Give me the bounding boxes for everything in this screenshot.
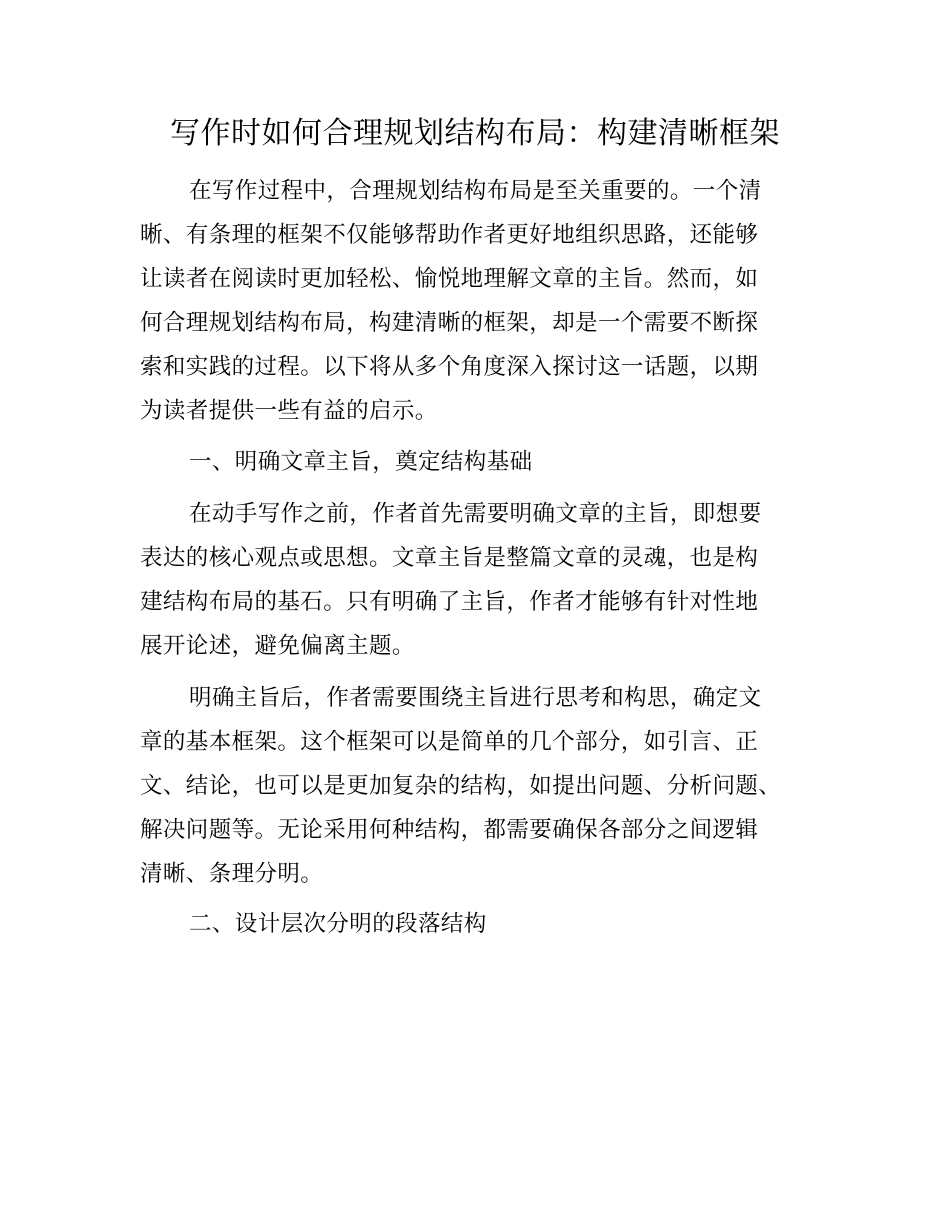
document-title: 写作时如何合理规划结构布局：构建清晰框架	[170, 116, 780, 151]
paragraph-3-line-2: 章的基本框架。这个框架可以是简单的几个部分，如引言、正	[140, 729, 759, 755]
paragraph-1-line-2: 晰、有条理的框架不仅能够帮助作者更好地组织思路，还能够	[140, 222, 759, 248]
paragraph-1-line-6: 为读者提供一些有益的启示。	[140, 398, 438, 424]
paragraph-1-line-4: 何合理规划结构布局，构建清晰的框架，却是一个需要不断探	[140, 310, 759, 336]
paragraph-3-line-4: 解决问题等。无论采用何种结构，都需要确保各部分之间逻辑	[140, 817, 759, 843]
paragraph-2-line-2: 表达的核心观点或思想。文章主旨是整篇文章的灵魂，也是构	[140, 545, 759, 571]
section-heading-1: 一、明确文章主旨，奠定结构基础	[189, 449, 533, 475]
paragraph-3-line-5: 清晰、条理分明。	[140, 861, 324, 887]
paragraph-1-line-5: 索和实践的过程。以下将从多个角度深入探讨这一话题，以期	[140, 354, 759, 380]
paragraph-2-line-3: 建结构布局的基石。只有明确了主旨，作者才能够有针对性地	[140, 589, 759, 615]
paragraph-3-line-1: 明确主旨后，作者需要围绕主旨进行思考和构思，确定文	[189, 685, 762, 711]
paragraph-3-line-3: 文、结论，也可以是更加复杂的结构，如提出问题、分析问题、	[140, 773, 782, 799]
paragraph-1-line-3: 让读者在阅读时更加轻松、愉悦地理解文章的主旨。然而，如	[140, 266, 759, 292]
paragraph-2-line-4: 展开论述，避免偏离主题。	[140, 633, 415, 659]
paragraph-2-line-1: 在动手写作之前，作者首先需要明确文章的主旨，即想要	[189, 501, 762, 527]
paragraph-1-line-1: 在写作过程中，合理规划结构布局是至关重要的。一个清	[189, 178, 762, 204]
section-heading-2: 二、设计层次分明的段落结构	[189, 911, 487, 937]
